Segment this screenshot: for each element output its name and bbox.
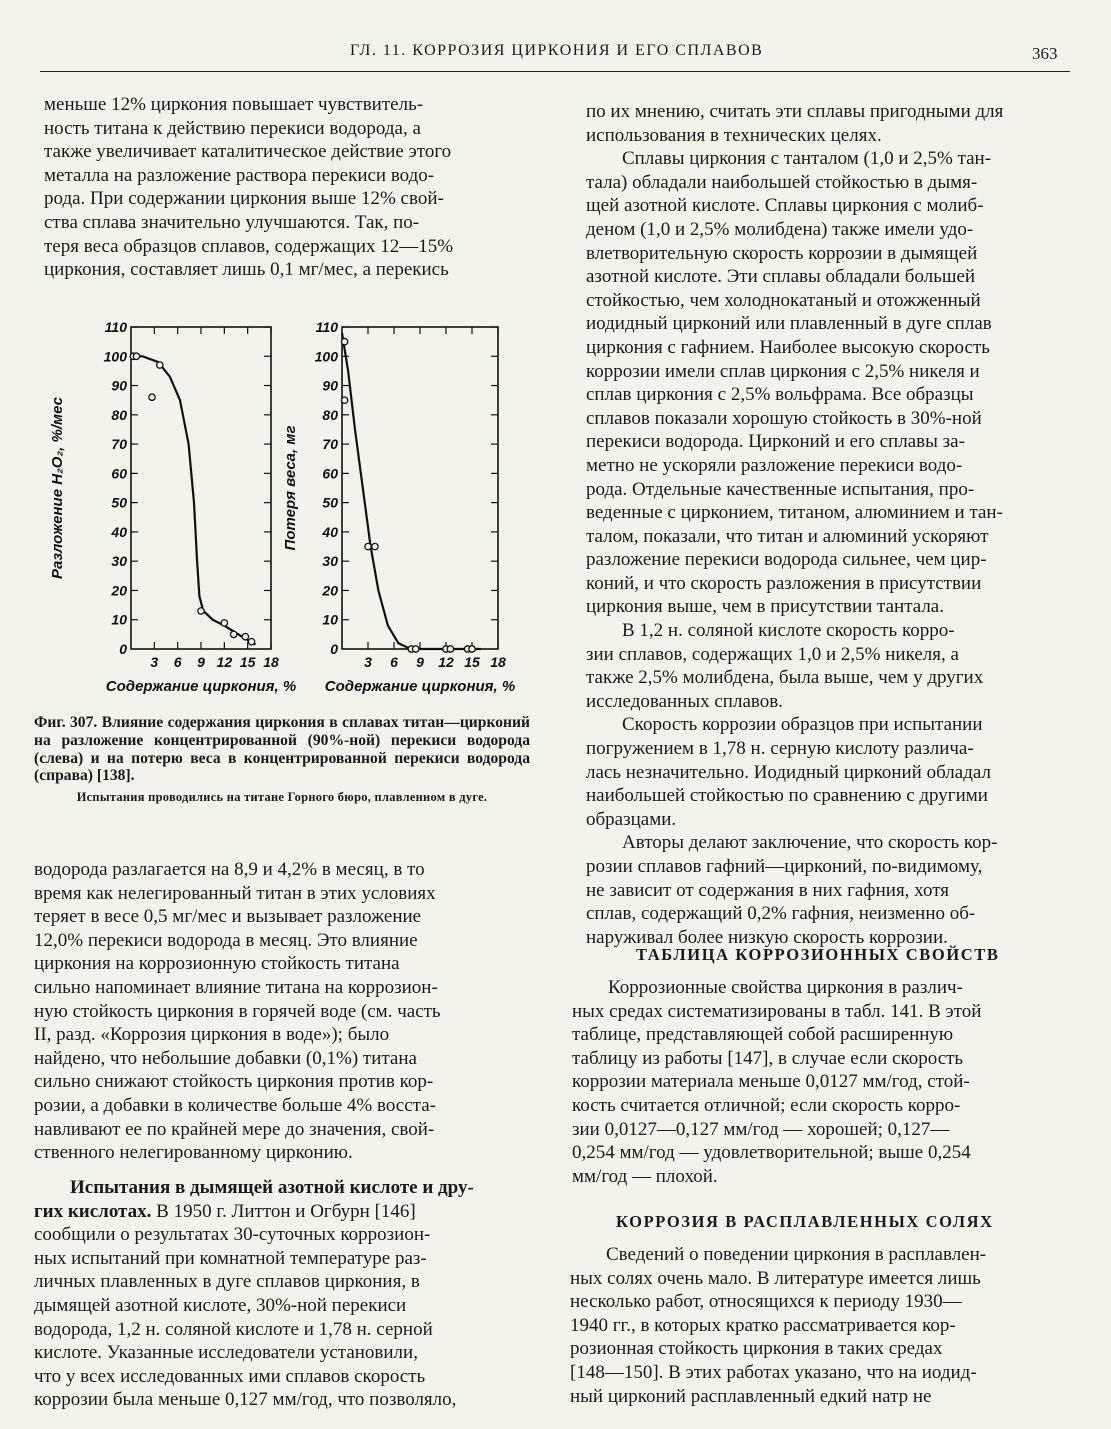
plot2-ytick-label: 70 bbox=[322, 436, 338, 453]
text-line: веденные с цирконием, титаном, алюминием и тан- bbox=[586, 502, 1003, 524]
plot1-ytick-label: 100 bbox=[103, 348, 127, 365]
text-line: розии сплавов гафний—цирконий, по-видимому, bbox=[586, 856, 983, 877]
plot1-ytick-label: 60 bbox=[111, 465, 127, 482]
text-line: Сплавы циркония с танталом (1,0 и 2,5% тан- bbox=[622, 148, 992, 170]
plot1-xtick-label: 3 bbox=[150, 654, 159, 670]
text-line: зии 0,0127—0,127 мм/год — хорошей; 0,127— bbox=[572, 1118, 950, 1140]
text-line: также увеличивает каталитическое действие этого bbox=[44, 141, 452, 163]
text-line lc: циркония, составляет лишь 0,1 мг/мес, а перекись bbox=[44, 259, 449, 281]
plot2-ytick-label: 40 bbox=[322, 523, 338, 540]
plot2-data-point bbox=[447, 646, 453, 652]
text-line: сильно напоминает влияние титана на коррозион- bbox=[34, 976, 438, 998]
plot2-xtick-label: 3 bbox=[364, 654, 372, 670]
text-line: ства сплава значительно улучшаются. Так, по- bbox=[44, 211, 420, 233]
plot2-ytick-label: 30 bbox=[322, 553, 338, 570]
plot1-ytick-label: 20 bbox=[111, 582, 127, 599]
text-line: Авторы делают заключение, что скорость кор- bbox=[622, 832, 998, 854]
header-rule bbox=[40, 71, 1070, 72]
plot1-data-point bbox=[149, 394, 155, 400]
plot1-ytick-label: 80 bbox=[111, 406, 127, 423]
plot1-ylabel: Разложение H₂O₂, %/мес bbox=[49, 397, 66, 579]
text-line: ную стойкость циркония в горячей воде (см. часть bbox=[34, 1000, 441, 1022]
text-line: что у всех исследованных ими сплавов скорость bbox=[34, 1365, 426, 1387]
plot2-ytick-label: 90 bbox=[322, 377, 338, 394]
text-line: деном (1,0 и 2,5% молибдена) также имели удо- bbox=[586, 218, 974, 240]
plot1-data-point bbox=[133, 353, 139, 359]
plot1-xtick-label: 15 bbox=[239, 654, 256, 670]
text-line: тала) обладали наибольшей стойкостью в дымя- bbox=[586, 171, 978, 193]
plot1-ytick-label: 0 bbox=[119, 641, 127, 657]
text-line: сплав циркония с 2,5% вольфрама. Все образцы bbox=[586, 384, 974, 406]
text-line: 12,0% перекиси водорода в месяц. Это влияние bbox=[34, 929, 418, 951]
running-title: ГЛ. 11. КОРРОЗИЯ ЦИРКОНИЯ И ЕГО СПЛАВОВ bbox=[350, 42, 764, 59]
text-line: коррозии имели сплав циркония с 2,5% никеля и bbox=[586, 360, 980, 382]
text-line: зии сплавов, содержащих 1,0 и 2,5% никеля, а bbox=[586, 643, 959, 665]
right-section1-text bbox=[572, 976, 1068, 1188]
text-line: ственного нелегированному цирконию. bbox=[34, 1142, 353, 1164]
text-line: стойкостью, чем холоднокатаный и отожженный bbox=[586, 289, 981, 311]
text-line: навливают ее по крайней мере до значения, свой- bbox=[34, 1118, 435, 1140]
text-line: разложение перекиси водорода сильнее, чем цир- bbox=[586, 549, 987, 571]
section-title-molten-salts: КОРРОЗИЯ В РАСПЛАВЛЕННЫХ СОЛЯХ bbox=[616, 1212, 994, 1231]
text-line: кость считается отличной; если скорость корро- bbox=[572, 1094, 961, 1116]
text-line: теря веса образцов сплавов, содержащих 12—15% bbox=[44, 235, 454, 257]
plot2-ytick-label: 80 bbox=[322, 406, 338, 423]
text-line: ность титана к действию перекиси водорода, а bbox=[44, 117, 421, 139]
text-line: мм/год — плохой. bbox=[572, 1165, 718, 1187]
text-line: погружением в 1,78 н. серную кислоту различа- bbox=[586, 738, 974, 760]
plot1-ytick-label: 70 bbox=[111, 436, 127, 453]
plot2-data-point bbox=[372, 543, 378, 549]
plot2-data-point bbox=[412, 646, 418, 652]
section-title-table: ТАБЛИЦА КОРРОЗИОННЫХ СВОЙСТВ bbox=[636, 945, 1000, 964]
text-line: ных средах систематизированы в табл. 141. В этой bbox=[572, 1000, 982, 1022]
text-line: перекиси водорода. Цирконий и его сплавы за- bbox=[586, 431, 965, 453]
text-line: II, разд. «Коррозия циркония в воде»); было bbox=[34, 1024, 390, 1046]
plot1-data-point bbox=[248, 638, 254, 644]
text-line: дымящей азотной кислоте, 30%-ной перекиси bbox=[34, 1294, 407, 1316]
text-line: коний, и что скорость разложения в присутствии bbox=[586, 572, 982, 594]
heading-bold-2: гих кислотах. bbox=[34, 1200, 152, 1222]
text-line: азотной кислоте. Эти сплавы обладали большей bbox=[586, 266, 976, 288]
text-line: розионная стойкость циркония в таких средах bbox=[570, 1338, 943, 1360]
plot1-data-point bbox=[221, 620, 227, 626]
plot2-ytick-label: 0 bbox=[330, 641, 338, 657]
text-line: ных испытаний при комнатной температуре раз- bbox=[34, 1247, 427, 1269]
text-line: талом, показали, что титан и алюминий ускоряют bbox=[586, 525, 989, 547]
text-line: время как нелегированный титан в этих условиях bbox=[34, 882, 436, 904]
plot2-ytick-label: 100 bbox=[314, 348, 338, 365]
text-line: циркония с гафнием. Наиболее высокую скорость bbox=[586, 336, 990, 358]
plot1-ytick-label: 40 bbox=[111, 523, 127, 540]
plot2-xtick-label: 15 bbox=[464, 654, 480, 670]
plot2-ytick-label: 10 bbox=[322, 611, 338, 628]
right-main-text bbox=[586, 100, 1076, 949]
text-line: также 2,5% молибдена, была выше, чем у других bbox=[586, 667, 984, 689]
plot1-xtick-label: 9 bbox=[197, 654, 205, 670]
text-line: В 1,2 н. соляной кислоте скорость корро- bbox=[622, 620, 955, 642]
plot1-data-point bbox=[230, 631, 236, 637]
plot2-data-point bbox=[341, 397, 347, 403]
text-line: наибольшей стойкостью по сравнению с другими bbox=[586, 785, 988, 807]
plot1-ytick-label: 10 bbox=[111, 611, 127, 628]
plot1-xtick-label: 6 bbox=[173, 654, 182, 670]
figure-307 bbox=[40, 310, 530, 710]
plot2-xtick-label: 9 bbox=[416, 654, 424, 670]
plot1-ytick-label: 50 bbox=[111, 494, 127, 511]
plot2-curve bbox=[342, 333, 481, 649]
figure-note: Испытания проводились на титане Горного бюро, плавленном в дуге. bbox=[76, 790, 488, 804]
text-line: таблицу из работы [147], в случае если скорость bbox=[572, 1047, 964, 1069]
text-line: розии, а добавки в количестве больше 4% восста- bbox=[34, 1094, 436, 1116]
left-top-paragraph bbox=[44, 93, 530, 282]
text-line: Скорость коррозии образцов при испытании bbox=[622, 714, 983, 736]
plot1-ytick-label: 90 bbox=[111, 377, 127, 394]
text-line: меньше 12% циркония повышает чувствитель- bbox=[44, 94, 424, 115]
plot2-ytick-label: 110 bbox=[315, 319, 338, 335]
text-line: найдено, что небольшие добавки (0,1%) титана bbox=[34, 1047, 417, 1069]
text-line: сообщили о результатах 30-суточных коррозион- bbox=[34, 1224, 431, 1246]
text-line: иодидный цирконий или плавленный в дуге сплав bbox=[586, 313, 992, 335]
plot2-xtick-label: 12 bbox=[438, 654, 454, 670]
text-line: метно не ускоряли разложение перекиси водо- bbox=[586, 454, 963, 476]
text-line: металла на разложение раствора перекиси водо- bbox=[44, 164, 435, 186]
text-line: Сведений о поведении циркония в расплавлен- bbox=[606, 1244, 987, 1265]
text-line: кислоте. Указанные исследователи установили, bbox=[34, 1342, 418, 1364]
text-line: теряет в весе 0,5 мг/мес и вызывает разложение bbox=[34, 906, 422, 928]
text-line: несколько работ, относящихся к периоду 1930— bbox=[570, 1291, 962, 1313]
text-line: исследованных сплавов. bbox=[586, 690, 783, 712]
heading-bold: Испытания в дымящей азотной кислоте и дру- bbox=[70, 1177, 474, 1198]
text-line: личных плавленных в дуге сплавов циркония, в bbox=[34, 1271, 420, 1293]
text-line bbox=[34, 1200, 522, 1224]
left-bottom-paragraph bbox=[34, 858, 522, 1165]
text-line: коррозии была меньше 0,127 мм/год, что позволяло, bbox=[34, 1389, 457, 1411]
text-line: рода. При содержании циркония выше 12% свой- bbox=[44, 188, 444, 210]
text-line: сплавов показали хорошую стойкость в 30%-ной bbox=[586, 407, 982, 429]
text-line: 0,254 мм/год — удовлетворительной; выше 0,254 bbox=[572, 1142, 971, 1164]
plot2-xlabel: Содержание циркония, % bbox=[324, 678, 516, 695]
text-line: щей азотной кислоте. Сплавы циркония с молиб- bbox=[586, 195, 984, 217]
plot2-frame bbox=[342, 327, 498, 649]
text-line: ный цирконий расплавленный едкий натр не bbox=[570, 1385, 932, 1407]
plot2-ytick-label: 50 bbox=[322, 494, 338, 511]
plot1-ytick-label: 30 bbox=[111, 553, 127, 570]
text-line: использования в технических целях. bbox=[586, 124, 882, 146]
figure-307-svg bbox=[40, 310, 530, 710]
text-line: сплав, содержащий 0,2% гафния, неизменно об- bbox=[586, 903, 976, 925]
text-line: водорода, 1,2 н. соляной кислоте и 1,78 н. серной bbox=[34, 1318, 433, 1340]
text-line: ных солях очень мало. В литературе имеется лишь bbox=[570, 1267, 981, 1289]
text-line: [148—150]. В этих работах указано, что на иодид- bbox=[570, 1361, 977, 1383]
plot1-data-point bbox=[198, 608, 204, 614]
heading-rest: В 1950 г. Литтон и Огбурн [146] bbox=[151, 1200, 416, 1222]
plot2-data-point bbox=[469, 646, 475, 652]
text-line: водорода разлагается на 8,9 и 4,2% в месяц, в то bbox=[34, 859, 425, 880]
plot2-data-point bbox=[341, 338, 347, 344]
left-heading-paragraph bbox=[34, 1176, 522, 1412]
figure-caption: Фиг. 307. Влияние содержания циркония в сплавах титан—цирконий на разложение концентрированной (90%-ной) перекиси водорода (слева) и на потерю веса в концентрированной перекиси водорода (справа) [138]. bbox=[34, 714, 530, 785]
plot2-ytick-label: 60 bbox=[322, 465, 338, 482]
text-line: образцами. bbox=[586, 808, 677, 830]
plot2-ylabel: Потеря веса, мг bbox=[282, 425, 299, 551]
text-line: циркония на коррозионную стойкость титана bbox=[34, 953, 400, 975]
text-line: 1940 гг., в которых кратко рассматривается кор- bbox=[570, 1314, 956, 1336]
plot1-data-point bbox=[242, 634, 248, 640]
text-line: таблице, представляющей собой расширенную bbox=[572, 1024, 954, 1046]
text-line: рода. Отдельные качественные испытания, про- bbox=[586, 478, 975, 500]
text-line: не зависит от содержания в них гафния, хотя bbox=[586, 879, 949, 901]
plot2-xtick-label: 6 bbox=[390, 654, 398, 670]
plot1-xlabel: Содержание циркония, % bbox=[105, 678, 297, 695]
plot1-xtick-label: 18 bbox=[263, 654, 279, 670]
run-in-heading bbox=[34, 1176, 522, 1200]
text-line: Коррозионные свойства циркония в различ- bbox=[608, 977, 963, 998]
plot1-data-point bbox=[157, 362, 163, 368]
text-line: сильно снижают стойкость циркония против кор- bbox=[34, 1071, 434, 1093]
text-line: наруживал более низкую скорость коррозии. bbox=[586, 926, 948, 948]
plot2-ytick-label: 20 bbox=[322, 582, 338, 599]
text-line: циркония выше, чем в присутствии тантала. bbox=[586, 596, 944, 618]
plot2-xtick-label: 18 bbox=[490, 654, 506, 670]
page-number: 363 bbox=[1032, 44, 1058, 63]
plot1-xtick-label: 12 bbox=[216, 654, 233, 670]
plot2-data-point bbox=[365, 543, 371, 549]
plot1-ytick-label: 110 bbox=[104, 319, 127, 335]
right-section2-text bbox=[570, 1243, 1066, 1408]
text-line: по их мнению, считать эти сплавы пригодными для bbox=[586, 101, 1004, 122]
text-line: влетворительную скорость коррозии в дымящей bbox=[586, 242, 978, 264]
text-line: лась незначительно. Иодидный цирконий обладал bbox=[586, 761, 991, 783]
text-line: коррозии материала меньше 0,0127 мм/год, стой- bbox=[572, 1071, 970, 1093]
